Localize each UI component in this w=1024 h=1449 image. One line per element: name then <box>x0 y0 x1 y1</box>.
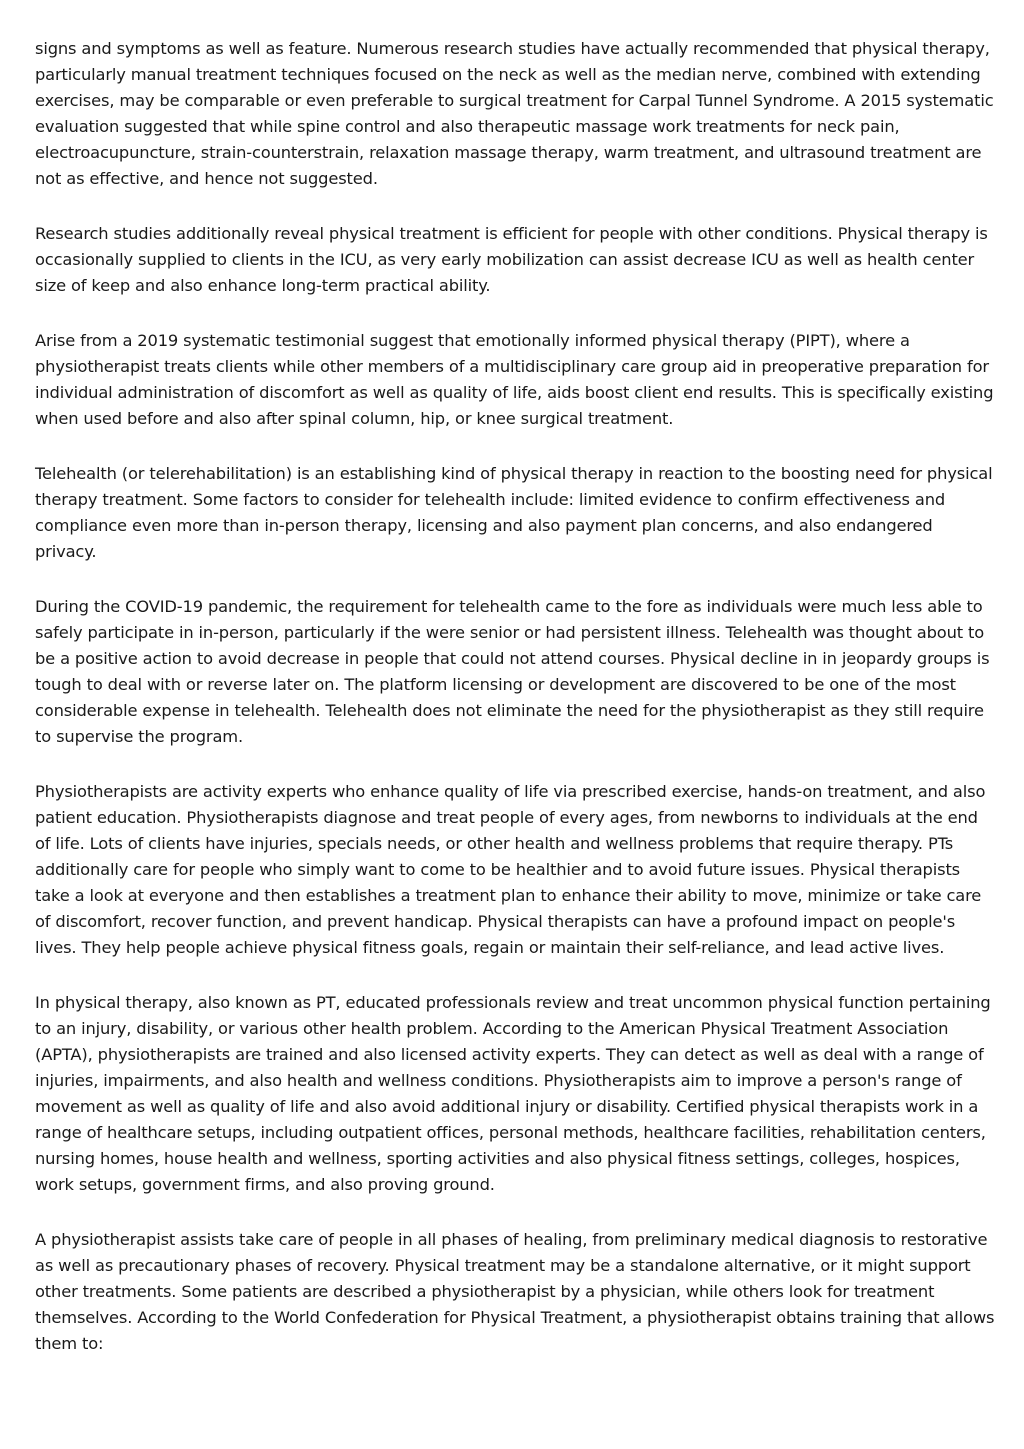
paragraph-physiotherapists-experts: Physiotherapists are activity experts who enhance quality of life via prescribed exercise, hands-on treatment, and also patient education. Physiotherapists diagnose and treat people of every ages, from newborns to individuals at the end of life. Lots of clients have injuries, specials needs, or other health and wellness problems that require therapy. PTs additionally care for people who simply want to come to be healthier and to avoid future issues. Physical therapists take a look at everyone and then establishes a treatment plan to enhance their ability to move, minimize or take care of discomfort, recover function, and prevent handicap. Physical therapists can have a profound impact on people's lives. They help people achieve physical fitness goals, regain or maintain their self-reliance, and lead active lives. <box>35 782 986 957</box>
paragraph-telehealth: Telehealth (or telerehabilitation) is an establishing kind of physical therapy in reaction to the boosting need for physical therapy treatment. Some factors to consider for telehealth include: limited evidence to confirm effectiveness and compliance even more than in-person therapy, licensing and also payment plan concerns, and also endangered privacy. <box>35 464 993 561</box>
paragraph-pipt-review: Arise from a 2019 systematic testimonial suggest that emotionally informed physical therapy (PIPT), where a physiotherapist treats clients while other members of a multidisciplinary care group aid in preoperative preparation for individual administration of discomfort as well as quality of life, aids boost client end results. This is specifically existing when used before and also after spinal column, hip, or knee surgical treatment. <box>35 331 994 428</box>
paragraph-apta: In physical therapy, also known as PT, educated professionals review and treat uncommon physical function pertaining to an injury, disability, or various other health problem. According to the American Physical Treatment Association (APTA), physiotherapists are trained and also licensed activity experts. They can detect as well as deal with a range of injuries, impairments, and also health and wellness conditions. Physiotherapists aim to improve a person's range of movement as well as quality of life and also avoid additional injury or disability. Certified physical therapists work in a range of healthcare setups, including outpatient offices, personal methods, healthcare facilities, rehabilitation centers, nursing homes, house health and wellness, sporting activities and also physical fitness settings, colleges, hospices, work setups, government firms, and also proving ground. <box>35 993 991 1194</box>
paragraph-phases-of-healing: A physiotherapist assists take care of people in all phases of healing, from preliminary medical diagnosis to restorative as well as precautionary phases of recovery. Physical treatment may be a standalone alternative, or it might support other treatments. Some patients are described a physiotherapist by a physician, while others look for treatment themselves. According to the World Confederation for Physical Treatment, a physiotherapist obtains training that allows them to: <box>35 1230 995 1353</box>
paragraph-covid-telehealth: During the COVID-19 pandemic, the requirement for telehealth came to the fore as individuals were much less able to safely participate in in-person, particularly if the were senior or had persistent illness. Telehealth was thought about to be a positive action to avoid decrease in people that could not attend courses. Physical decline in in jeopardy groups is tough to deal with or reverse later on. The platform licensing or development are discovered to be one of the most considerable expense in telehealth. Telehealth does not eliminate the need for the physiotherapist as they still require to supervise the program. <box>35 597 990 746</box>
paragraph-carpal-tunnel: signs and symptoms as well as feature. Numerous research studies have actually recommended that physical therapy, particularly manual treatment techniques focused on the neck as well as the median nerve, combined with extending exercises, may be comparable or even preferable to surgical treatment for Carpal Tunnel Syndrome. A 2015 systematic evaluation suggested that while spine control and also therapeutic massage work treatments for neck pain, electroacupuncture, strain-counterstrain, relaxation massage therapy, warm treatment, and ultrasound treatment are not as effective, and hence not suggested. <box>35 39 994 188</box>
paragraph-icu-research: Research studies additionally reveal physical treatment is efficient for people with other conditions. Physical therapy is occasionally supplied to clients in the ICU, as very early mobilization can assist decrease ICU as well as health center size of keep and also enhance long-term practical ability. <box>35 224 988 295</box>
article-body <box>35 36 995 1386</box>
